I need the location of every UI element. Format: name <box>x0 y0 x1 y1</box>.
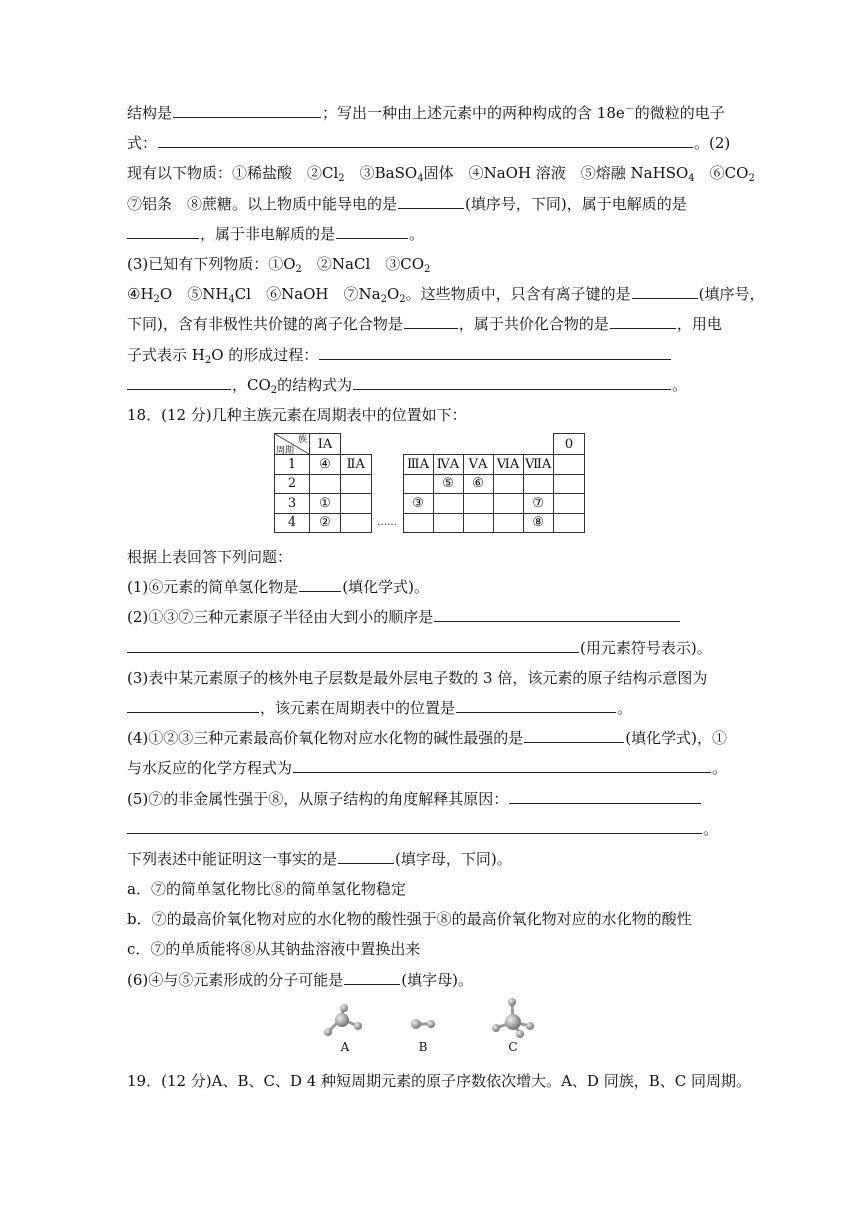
answer-blank[interactable] <box>524 724 624 743</box>
text-line: 结构是 ；写出一种由上述元素中的两种构成的含 18e－的微粒的电子 <box>127 98 737 128</box>
text-line: 现有以下物质：①稀盐酸 $②Cl_2$ ③BaSO$_4$固体 ④NaOH 溶液 ⑤熔融 NaHSO$_4$ $⑥CO_2$ <box>127 164 755 185</box>
answer-blank[interactable] <box>127 220 199 239</box>
text-line: 式： 。(2) <box>127 128 737 158</box>
period-label: 1 <box>275 455 310 475</box>
option-a: a．⑦的简单氢化物比⑧的简单氢化物稳定 <box>127 880 406 899</box>
text-line: (3)表中某元素原子的核外电子层数是最外层电子数的 3 倍，该元素的原子结构示意图为 <box>127 668 708 687</box>
header-VIA: ⅥA <box>493 455 523 475</box>
period-label: 2 <box>275 474 310 494</box>
text-line: 下列表述中能证明这一事实的是 (填字母，下同)。 <box>127 844 737 874</box>
answer-blank[interactable] <box>127 694 259 713</box>
answer-blank[interactable] <box>509 785 701 804</box>
text-line: 下同)，含有非极性共价键的离子化合物是 ，属于共价化合物的是 ，用电 <box>127 309 737 339</box>
molecule-b <box>408 996 438 1054</box>
answer-blank[interactable] <box>336 220 408 239</box>
answer-blank[interactable] <box>299 573 341 592</box>
answer-blank[interactable] <box>344 966 400 985</box>
cell-7: ⑦ <box>523 494 554 514</box>
molecule-a-icon <box>320 996 370 1038</box>
answer-blank[interactable] <box>293 754 711 773</box>
text-line: ⑦铝条 ⑧蔗糖。以上物质中能导电的是 (填序号，下同)，属于电解质的是 <box>127 189 737 219</box>
cell-1: ① <box>310 494 341 514</box>
option-c: c．⑦的单质能将⑧从其钠盐溶液中置换出来 <box>127 940 421 959</box>
answer-blank[interactable] <box>434 603 680 622</box>
question-18-title: 18．(12 分)几种主族元素在周期表中的位置如下： <box>127 405 467 424</box>
molecule-label: C <box>508 1040 518 1054</box>
molecule-c <box>490 996 536 1054</box>
header-IIA: ⅡA <box>341 455 372 475</box>
answer-blank[interactable] <box>338 845 394 864</box>
ellipsis: …… <box>371 513 403 533</box>
text-line: $④H_2O$ $⑤NH_4Cl$ ⑥NaOH $⑦Na_2O_2$。这些物质中，只含有离子键的是 (填序号， <box>127 279 737 309</box>
molecule-label: A <box>340 1040 350 1054</box>
answer-blank[interactable] <box>632 280 698 299</box>
text-line: (6)④与⑤元素形成的分子可能是 (填字母)。 <box>127 965 737 995</box>
cell-6: ⑥ <box>463 474 493 494</box>
period-label: 4 <box>275 513 310 533</box>
cell-4: ④ <box>310 455 341 475</box>
cell-8: ⑧ <box>523 513 554 533</box>
text-line: ，$CO_2$的结构式为 。 <box>127 370 737 400</box>
question-18-body <box>127 542 737 995</box>
answer-blank[interactable] <box>158 129 693 148</box>
answer-blank[interactable] <box>398 190 464 209</box>
text-line: (4)①②③三种元素最高价氧化物对应水化物的碱性最强的是 (填化学式)，① <box>127 723 737 753</box>
cell-2: ② <box>310 513 341 533</box>
answer-blank[interactable] <box>404 310 458 329</box>
text-line: 子式表示 $H_2O$ 的形成过程： <box>127 340 737 370</box>
header-0: 0 <box>554 434 585 455</box>
periodic-table <box>274 433 585 533</box>
question-page <box>127 98 765 430</box>
option-b: b．⑦的最高价氧化物对应的水化物的酸性强于⑧的最高价氧化物对应的水化物的酸性 <box>127 910 692 929</box>
cell-5: ⑤ <box>433 474 463 494</box>
period-label: 3 <box>275 494 310 514</box>
text-line: (2)①③⑦三种元素原子半径由大到小的顺序是 <box>127 602 737 632</box>
text-line: (5)⑦的非金属性强于⑧，从原子结构的角度解释其原因： <box>127 784 737 814</box>
cell-3: ③ <box>403 494 433 514</box>
question-19 <box>127 1066 751 1096</box>
header-IA: ⅠA <box>310 434 341 455</box>
text-line: (用元素符号表示)。 <box>127 633 737 663</box>
molecule-c-icon <box>490 996 536 1038</box>
text-line: (3)已知有下列物质：$①O_2$ ②NaCl $③CO_2$ <box>127 254 431 275</box>
molecule-a <box>320 996 370 1054</box>
answer-blank[interactable] <box>610 310 676 329</box>
text-line: 与水反应的化学方程式为 。 <box>127 753 737 783</box>
text-line: ，属于非电解质的是 。 <box>127 219 737 249</box>
answer-blank[interactable] <box>353 371 671 390</box>
text-line: ，该元素在周期表中的位置是 。 <box>127 693 737 723</box>
text-line: 。 <box>127 814 737 844</box>
table-corner: 族 周期 <box>275 434 310 455</box>
question-19-title: 19．(12 分)A、B、C、D 4 种短周期元素的原子序数依次增大。A、D 同族，B、C 同周期。 <box>127 1072 751 1090</box>
answer-blank[interactable] <box>127 634 579 653</box>
answer-blank[interactable] <box>319 341 671 360</box>
molecule-label: B <box>418 1040 428 1054</box>
molecule-b-icon <box>408 996 438 1038</box>
answer-blank[interactable] <box>173 99 321 118</box>
answer-blank[interactable] <box>127 371 231 390</box>
header-IVA: ⅣA <box>433 455 463 475</box>
header-VIIA: ⅦA <box>523 455 554 475</box>
text-line: 根据上表回答下列问题： <box>127 548 293 566</box>
text-line: (1)⑥元素的简单氢化物是 (填化学式)。 <box>127 572 737 602</box>
header-VA: ⅤA <box>463 455 493 475</box>
answer-blank[interactable] <box>127 815 702 834</box>
answer-blank[interactable] <box>456 694 616 713</box>
header-IIIA: ⅢA <box>403 455 433 475</box>
